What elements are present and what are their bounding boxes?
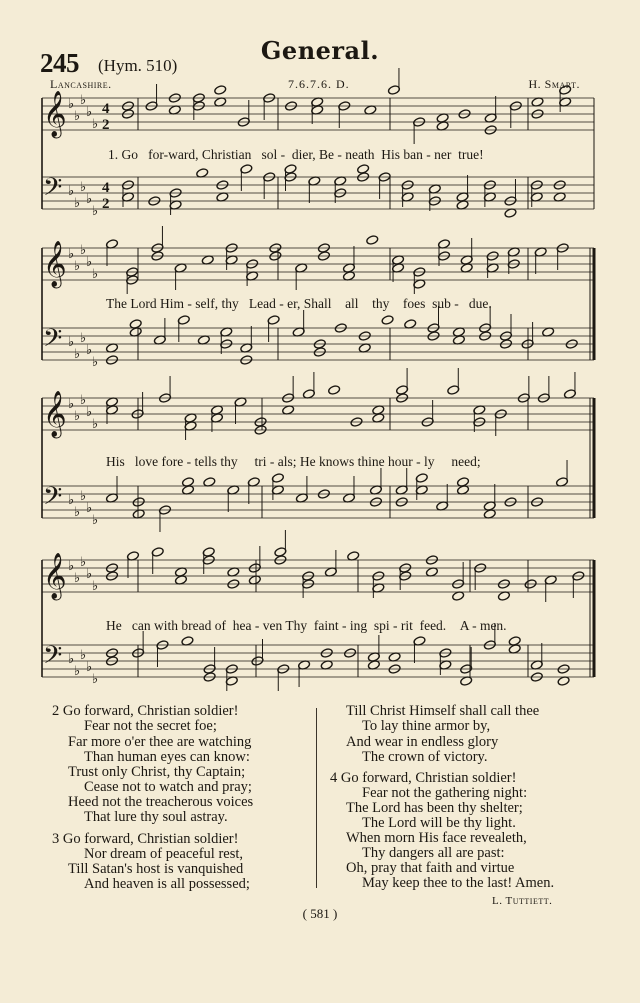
verse-line: Than human eyes can know:	[84, 749, 250, 765]
treble-clef-icon: 𝄞	[43, 91, 67, 137]
flat-icon: ♭	[92, 513, 99, 528]
note-head	[381, 315, 394, 326]
flat-icon: ♭	[74, 664, 81, 679]
flat-icon: ♭	[92, 579, 99, 594]
flat-icon: ♭	[80, 180, 87, 195]
bass-clef-icon: 𝄢	[43, 641, 63, 676]
verse-line: And heaven is all possessed;	[84, 876, 250, 892]
lyric-line-1	[108, 147, 484, 163]
flat-icon: ♭	[74, 571, 81, 586]
verse-line: May keep thee to the last! Amen.	[362, 875, 555, 891]
flat-icon: ♭	[80, 489, 87, 504]
flat-icon: ♭	[86, 405, 93, 420]
lyric-syllable: He	[106, 618, 122, 633]
treble-clef-icon: 𝄞	[43, 391, 67, 437]
verse-line: Cease not to watch and pray;	[84, 779, 252, 795]
flat-icon: ♭	[80, 393, 87, 408]
flat-icon: ♭	[86, 255, 93, 270]
flat-icon: ♭	[86, 501, 93, 516]
hymn-reference: (Hym. 510)	[98, 56, 178, 75]
tune-name: Lancashire.	[50, 77, 112, 91]
flat-icon: ♭	[68, 184, 75, 199]
section-title: General.	[260, 36, 380, 65]
lyric-line-4	[106, 618, 507, 634]
flat-icon: ♭	[92, 267, 99, 282]
lyric-syllable: Shall	[303, 296, 332, 311]
time-signature-top: 4	[102, 101, 110, 117]
flat-icon: ♭	[86, 567, 93, 582]
verse-line: And wear in endless glory	[346, 734, 499, 750]
lyric-line-2	[106, 296, 492, 312]
verse-divider	[316, 708, 317, 888]
verse-line: The Lord will be thy light.	[362, 815, 516, 831]
bass-clef-icon: 𝄢	[43, 173, 63, 208]
verse-line: Oh, pray that faith and virtue	[346, 860, 515, 876]
bass-clef-icon: 𝄢	[43, 324, 63, 359]
time-signature-bottom: 2	[102, 196, 110, 212]
flat-icon: ♭	[68, 335, 75, 350]
verse-line: Fear not the gathering night:	[362, 785, 528, 801]
note-head	[214, 85, 227, 96]
flat-icon: ♭	[68, 493, 75, 508]
composer: H. Smart.	[528, 77, 580, 91]
lyric-syllable: sol -	[261, 147, 286, 162]
verse-line: Fear not the secret foe;	[84, 718, 217, 734]
flat-icon: ♭	[86, 105, 93, 120]
lyric-syllable: ban - ner	[403, 147, 452, 162]
flat-icon: ♭	[80, 93, 87, 108]
lyric-syllable: The Lord Him - self, thy	[106, 296, 239, 311]
treble-clef-icon: 𝄞	[43, 553, 67, 599]
time-signature-bottom: 2	[102, 117, 110, 133]
treble-clef-icon: 𝄞	[43, 241, 67, 287]
lyric-syllable: feed.	[419, 618, 447, 633]
flat-icon: ♭	[68, 247, 75, 262]
lyric-syllable: His	[106, 454, 125, 469]
verse-line: 2 Go forward, Christian soldier!	[52, 703, 239, 719]
hymn-number: 245	[40, 48, 79, 78]
verse-line: Till Satan's host is vanquished	[68, 861, 244, 877]
lyric-syllable: dier,	[291, 147, 316, 162]
flat-icon: ♭	[74, 109, 81, 124]
verse-line: Far more o'er thee are watching	[68, 734, 252, 750]
lyric-syllable: A - men.	[459, 618, 507, 633]
flat-icon: ♭	[80, 648, 87, 663]
page-number: ( 581 )	[302, 906, 338, 921]
lyric-syllable: spi - rit	[373, 618, 413, 633]
note-head	[366, 235, 379, 246]
lyric-syllable: all	[345, 296, 359, 311]
flat-icon: ♭	[74, 409, 81, 424]
lyric-syllable: Be - neath	[319, 147, 375, 162]
flat-icon: ♭	[68, 652, 75, 667]
author: L. Tuttiett.	[492, 895, 553, 907]
flat-icon: ♭	[80, 331, 87, 346]
lyric-syllable: He knows thine hour - ly	[299, 454, 435, 469]
flat-icon: ♭	[92, 355, 99, 370]
verse-line: The crown of victory.	[362, 749, 488, 765]
lyric-line-3	[106, 454, 481, 470]
flat-icon: ♭	[92, 117, 99, 132]
note-head	[328, 385, 341, 396]
flat-icon: ♭	[68, 559, 75, 574]
flat-icon: ♭	[80, 243, 87, 258]
lyric-syllable: need;	[451, 454, 481, 469]
verse-line: 4 Go forward, Christian soldier!	[330, 770, 517, 786]
verse-line: 3 Go forward, Christian soldier!	[52, 831, 239, 847]
lyric-syllable: foes	[402, 296, 426, 311]
verse-line: The Lord has been thy shelter;	[346, 800, 523, 816]
lyric-syllable: Lead - er,	[248, 296, 301, 311]
lyric-syllable: can with bread of	[131, 618, 226, 633]
flat-icon: ♭	[68, 397, 75, 412]
verse-line: Till Christ Himself shall call thee	[346, 703, 540, 719]
lyric-syllable: sub -	[432, 296, 459, 311]
verse-line: To lay thine armor by,	[362, 718, 491, 734]
lyric-syllable: faint - ing	[313, 618, 368, 633]
flat-icon: ♭	[74, 196, 81, 211]
lyric-syllable: thy	[372, 296, 390, 311]
lyric-syllable: love fore - tells thy	[134, 454, 238, 469]
lyric-syllable: for-ward, Christian	[148, 147, 252, 162]
verse-line: Trust only Christ, thy Captain;	[68, 764, 246, 780]
verse-line: Heed not the treacherous voices	[68, 794, 254, 810]
verse-line: When morn His face revealeth,	[346, 830, 527, 846]
flat-icon: ♭	[86, 192, 93, 207]
verse-line: That lure thy soul astray.	[84, 809, 228, 825]
lyric-syllable: due.	[468, 296, 492, 311]
lyric-syllable: 1. Go	[108, 147, 138, 162]
flat-icon: ♭	[92, 672, 99, 687]
bass-clef-icon: 𝄢	[43, 482, 63, 517]
lyric-syllable: true!	[458, 147, 484, 162]
verse-line: Nor dream of peaceful rest,	[84, 846, 244, 862]
flat-icon: ♭	[86, 660, 93, 675]
flat-icon: ♭	[68, 97, 75, 112]
lyric-syllable: hea - ven Thy	[232, 618, 308, 633]
flat-icon: ♭	[92, 204, 99, 219]
flat-icon: ♭	[74, 347, 81, 362]
lyric-syllable: His	[381, 147, 401, 162]
flat-icon: ♭	[74, 505, 81, 520]
lyric-syllable: tri - als;	[254, 454, 297, 469]
meter: 7.6.7.6. D.	[288, 77, 350, 91]
flat-icon: ♭	[80, 555, 87, 570]
verse-line: Thy dangers all are past:	[362, 845, 505, 861]
time-signature-top: 4	[102, 180, 110, 196]
flat-icon: ♭	[92, 417, 99, 432]
flat-icon: ♭	[86, 343, 93, 358]
flat-icon: ♭	[74, 259, 81, 274]
